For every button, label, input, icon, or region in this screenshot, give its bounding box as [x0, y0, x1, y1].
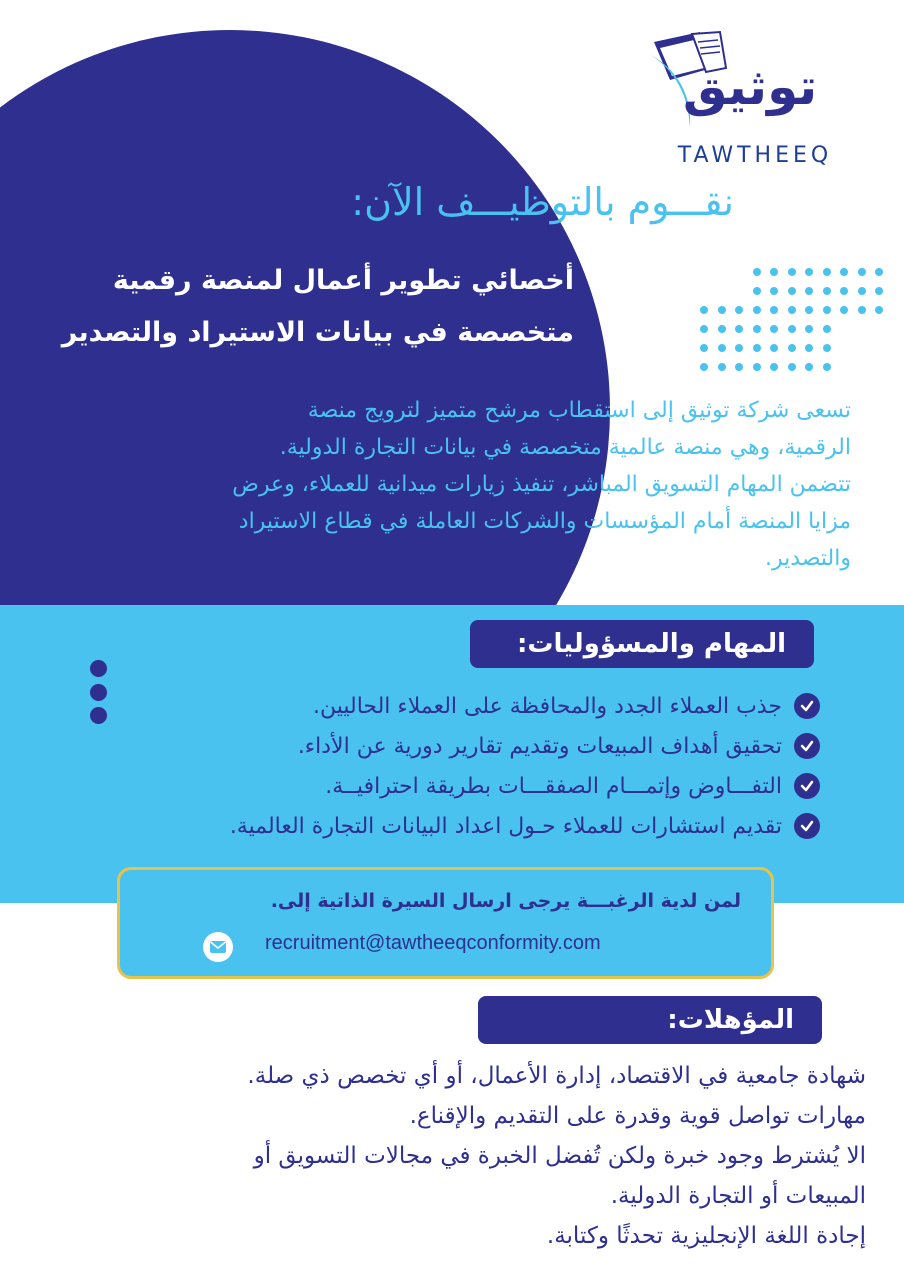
decorative-dot: [753, 325, 761, 333]
logo-latin-text: TAWTHEEQ: [677, 143, 833, 168]
qualification-line: شهادة جامعية في الاقتصاد، إدارة الأعمال، أو أي تخصص ذي صلة.: [247, 1063, 866, 1089]
check-circle-icon: [794, 693, 820, 719]
decorative-dot: [753, 363, 761, 371]
decorative-dot: [788, 268, 796, 276]
decorative-dot: [875, 287, 883, 295]
check-circle-icon: [794, 733, 820, 759]
hiring-title: نقـــوم بالتوظيـــف الآن:: [351, 180, 734, 224]
decorative-dot: [770, 306, 778, 314]
decorative-dot: [805, 306, 813, 314]
decorative-dot: [770, 325, 778, 333]
task-text: تقديم استشارات للعملاء حـول اعداد البيانات التجارة العالمية.: [229, 813, 782, 839]
envelope-icon: [203, 932, 233, 962]
decorative-dot: [788, 306, 796, 314]
qualifications-header: المؤهلات:: [478, 996, 822, 1044]
decorative-dot: [700, 363, 708, 371]
decorative-dot: [805, 268, 813, 276]
logo-arabic-text: توثيق: [682, 58, 818, 116]
intro-line: والتصدير.: [765, 546, 851, 571]
position-title-line-2: متخصصة في بيانات الاستيراد والتصدير: [61, 317, 574, 348]
decorative-dot: [788, 363, 796, 371]
qualification-line: مهارات تواصل قوية وقدرة على التقديم والإقناع.: [409, 1103, 866, 1129]
decorative-dot: [770, 344, 778, 352]
decorative-dot: [805, 325, 813, 333]
decorative-dot: [788, 344, 796, 352]
decorative-dot: [718, 344, 726, 352]
decorative-dot: [840, 268, 848, 276]
task-item: [60, 686, 820, 726]
decorative-dot: [788, 325, 796, 333]
decorative-dot: [753, 344, 761, 352]
decorative-dot: [700, 344, 708, 352]
task-item: [60, 766, 820, 806]
task-text: جذب العملاء الجدد والمحافظة على العملاء الحاليين.: [312, 693, 782, 719]
decorative-dot: [875, 306, 883, 314]
decorative-dot: [875, 268, 883, 276]
qualifications-list: [60, 1056, 866, 1256]
task-item: [60, 726, 820, 766]
check-circle-icon: [794, 773, 820, 799]
intro-line: مزايا المنصة أمام المؤسسات والشركات العاملة في قطاع الاستيراد: [238, 509, 851, 534]
qualification-line: المبيعات أو التجارة الدولية.: [610, 1183, 866, 1209]
task-list: [60, 686, 820, 846]
intro-line: تتضمن المهام التسويق المباشر، تنفيذ زيارات ميدانية للعملاء، وعرض: [232, 472, 851, 497]
decorative-dot: [840, 306, 848, 314]
decorative-dot: [823, 287, 831, 295]
contact-email-link[interactable]: recruitment@tawtheeqconformity.com: [265, 932, 601, 954]
decorative-dot: [770, 287, 778, 295]
task-text: التفـــاوض وإتمـــام الصفقـــات بطريقة احترافيــة.: [325, 773, 782, 799]
decorative-dot: [823, 344, 831, 352]
decorative-dot: [735, 344, 743, 352]
decorative-dot: [805, 287, 813, 295]
task-item: [60, 806, 820, 846]
decorative-dot: [735, 363, 743, 371]
decorative-dot: [823, 268, 831, 276]
decorative-dot: [718, 306, 726, 314]
decorative-dot: [858, 306, 866, 314]
decorative-dot: [823, 306, 831, 314]
decorative-dot: [805, 363, 813, 371]
intro-line: تسعى شركة توثيق إلى استقطاب مرشح متميز لترويج منصة: [307, 398, 851, 423]
qualification-line: إجادة اللغة الإنجليزية تحدثًا وكتابة.: [546, 1223, 866, 1249]
decorative-dot: [840, 287, 848, 295]
intro-line: الرقمية، وهي منصة عالمية متخصصة في بيانات التجارة الدولية.: [279, 435, 851, 460]
decorative-dot: [735, 306, 743, 314]
decorative-dot: [858, 287, 866, 295]
decorative-dot: [805, 344, 813, 352]
decorative-dot: [718, 363, 726, 371]
contact-box: [117, 867, 774, 979]
task-text: تحقيق أهداف المبيعات وتقديم تقارير دورية عن الأداء.: [297, 733, 782, 759]
decorative-dot: [753, 306, 761, 314]
decorative-dot-grid: [700, 268, 900, 378]
decorative-dot: [770, 363, 778, 371]
position-title: [14, 255, 574, 359]
decorative-dot: [823, 363, 831, 371]
qualification-line: الا يُشترط وجود خبرة ولكن تُفضل الخبرة في مجالات التسويق أو: [253, 1143, 866, 1169]
decorative-dot: [700, 306, 708, 314]
position-title-line-1: أخصائي تطوير أعمال لمنصة رقمية: [112, 265, 574, 296]
decorative-dot: [753, 287, 761, 295]
contact-label: لمن لدية الرغبـــة يرجى ارسال السيرة الذاتية إلى.: [270, 890, 741, 912]
decorative-dot: [753, 268, 761, 276]
decorative-dot: [788, 287, 796, 295]
decorative-dot: [770, 268, 778, 276]
tasks-header: المهام والمسؤوليات:: [470, 620, 814, 668]
decorative-dot: [718, 325, 726, 333]
decorative-dot: [858, 268, 866, 276]
decorative-dot: [700, 325, 708, 333]
check-circle-icon: [794, 813, 820, 839]
decorative-dot: [90, 660, 107, 677]
decorative-dot: [823, 325, 831, 333]
decorative-dot: [735, 325, 743, 333]
intro-paragraph: [55, 392, 851, 577]
